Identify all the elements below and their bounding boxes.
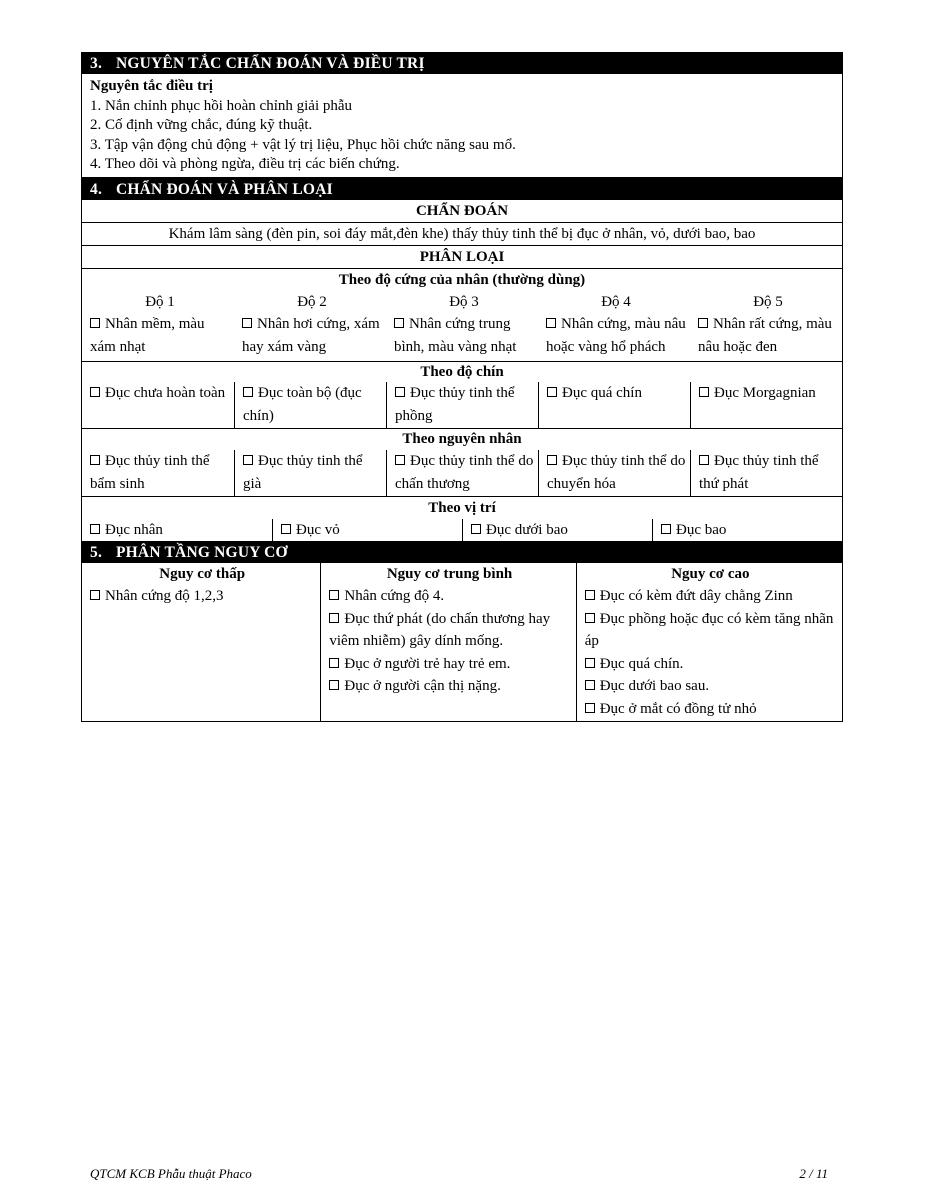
level-label: Độ 2 [297, 293, 327, 310]
principle-item: 2. Cố định vững chắc, đúng kỹ thuật. [90, 117, 313, 133]
option-label: Đục chưa hoàn toàn [105, 384, 226, 401]
hardness-option[interactable] [386, 313, 538, 359]
risk-option[interactable] [585, 585, 836, 608]
checkbox[interactable] [699, 455, 709, 465]
risk-option[interactable] [329, 675, 569, 698]
option-label: Nhân hơi cứng, xám hay xám vàng [242, 315, 380, 355]
option-label: Đục thủy tinh thể do chấn thương [395, 452, 534, 492]
option-label: Đục phồng hoặc đục có kèm tăng nhãn áp [584, 610, 834, 650]
checkbox[interactable] [329, 680, 339, 690]
checkbox[interactable] [585, 703, 595, 713]
option-label: Đục quá chín [562, 384, 642, 401]
page-footer [90, 1166, 828, 1182]
checkbox[interactable] [394, 318, 404, 328]
section-4-title: CHẨN ĐOÁN VÀ PHÂN LOẠI [116, 180, 333, 198]
option-label: Đục có kèm đứt dây chằng Zinn [599, 588, 793, 605]
risk-option[interactable] [329, 585, 569, 608]
level-label: Độ 5 [753, 293, 783, 310]
cause-option[interactable] [538, 450, 690, 496]
hardness-options [82, 313, 842, 361]
cause-option[interactable] [690, 450, 842, 496]
option-label: Đục dưới bao sau. [599, 678, 710, 695]
option-label: Đục nhân [105, 521, 163, 538]
checkbox[interactable] [329, 613, 339, 623]
section-3-body [81, 74, 843, 178]
option-label: Đục ở mắt có đồng tử nhỏ [599, 701, 757, 718]
diagnosis-text: Khám lâm sàng (đèn pin, soi đáy mắt,đèn khe) thấy thủy tinh thể bị đục ở nhân, vỏ, dưới bao, bao [82, 223, 842, 246]
option-label: Đục ở người trẻ hay trẻ em. [344, 655, 511, 672]
maturity-options [82, 382, 842, 428]
section-5-number: 5. [90, 543, 103, 561]
maturity-option[interactable] [690, 382, 842, 428]
checkbox[interactable] [585, 680, 595, 690]
option-label: Đục bao [676, 521, 727, 538]
document-page [81, 52, 843, 722]
cause-options [82, 450, 842, 496]
medium-risk-column [320, 563, 575, 721]
option-label: Đục vỏ [296, 521, 340, 538]
location-option[interactable] [82, 519, 272, 541]
location-option[interactable] [652, 519, 842, 541]
option-label: Đục thủy tinh thể thứ phát [699, 452, 819, 492]
risk-option[interactable] [585, 653, 836, 676]
checkbox[interactable] [661, 524, 671, 534]
checkbox[interactable] [281, 524, 291, 534]
section-3-title: NGUYÊN TẮC CHẨN ĐOÁN VÀ ĐIỀU TRỊ [116, 55, 425, 72]
hardness-levels [82, 291, 842, 313]
checkbox[interactable] [243, 455, 253, 465]
location-title: Theo vị trí [428, 499, 496, 516]
option-label: Đục thủy tinh thể phồng [395, 384, 515, 424]
checkbox[interactable] [585, 590, 595, 600]
section-5-title: PHÂN TẦNG NGUY CƠ [116, 543, 288, 561]
checkbox[interactable] [90, 387, 100, 397]
checkbox[interactable] [329, 658, 339, 668]
option-label: Nhân cứng độ 4. [344, 588, 445, 605]
level-label: Độ 1 [145, 293, 175, 310]
hardness-title: Theo độ cứng của nhân (thường dùng) [338, 271, 586, 288]
checkbox[interactable] [90, 455, 100, 465]
checkbox[interactable] [90, 590, 100, 600]
risk-option[interactable] [329, 608, 569, 653]
section-3-header [81, 52, 843, 74]
maturity-group [82, 362, 842, 429]
option-label: Đục dưới bao [486, 521, 568, 538]
option-label: Đục thủy tinh thể do chuyển hóa [547, 452, 686, 492]
principle-item: 4. Theo dõi và phòng ngừa, điều trị các biến chứng. [90, 156, 400, 172]
checkbox[interactable] [90, 524, 100, 534]
checkbox[interactable] [698, 318, 708, 328]
option-label: Nhân mềm, màu xám nhạt [90, 315, 205, 355]
cause-option[interactable] [234, 450, 386, 496]
footer-document-name: QTCM KCB Phẫu thuật Phaco [90, 1166, 252, 1181]
treatment-principles-heading: Nguyên tắc điều trị [90, 78, 213, 94]
option-label: Đục ở người cận thị nặng. [344, 678, 501, 695]
cause-option[interactable] [386, 450, 538, 496]
checkbox[interactable] [585, 658, 595, 668]
option-label: Đục thủy tinh thể già [243, 452, 363, 492]
option-label: Nhân cứng, màu nâu hoặc vàng hổ phách [546, 315, 686, 355]
risk-option[interactable] [329, 653, 569, 676]
principle-item: 3. Tập vận động chủ động + vật lý trị liệu, Phục hồi chức năng sau mổ. [90, 136, 516, 153]
section-4-header [81, 178, 843, 200]
risk-stratification-table [81, 563, 843, 722]
cause-group [82, 429, 842, 497]
checkbox[interactable] [547, 455, 557, 465]
section-5-header [81, 541, 843, 563]
location-option[interactable] [462, 519, 652, 541]
option-label: Nhân cứng trung bình, màu vàng nhạt [394, 315, 517, 355]
checkbox[interactable] [699, 387, 709, 397]
risk-option[interactable] [585, 675, 836, 698]
footer-page-number: 2 / 11 [799, 1166, 828, 1181]
option-label: Đục Morgagnian [714, 384, 816, 401]
low-risk-column [82, 563, 320, 721]
option-label: Đục toàn bộ (đục chín) [243, 384, 362, 424]
hardness-group [82, 269, 842, 362]
high-risk-heading: Nguy cơ cao [671, 565, 750, 582]
level-label: Độ 3 [449, 293, 479, 310]
maturity-title: Theo độ chín [420, 363, 504, 380]
checkbox[interactable] [395, 387, 405, 397]
risk-option[interactable] [90, 585, 314, 608]
checkbox[interactable] [471, 524, 481, 534]
checkbox[interactable] [242, 318, 252, 328]
hardness-option[interactable] [234, 313, 386, 359]
hardness-option[interactable] [82, 313, 234, 359]
risk-option[interactable] [585, 698, 836, 721]
medium-risk-heading: Nguy cơ trung bình [386, 565, 513, 582]
low-risk-heading: Nguy cơ thấp [159, 565, 246, 582]
section-3-number: 3. [90, 55, 103, 72]
level-label: Độ 4 [601, 293, 631, 310]
section-4-number: 4. [90, 180, 103, 198]
location-group [82, 497, 842, 541]
maturity-option[interactable] [386, 382, 538, 428]
checkbox[interactable] [585, 613, 595, 623]
cause-option[interactable] [82, 450, 234, 496]
diagnosis-heading: CHẨN ĐOÁN [82, 200, 842, 223]
option-label: Nhân cứng độ 1,2,3 [105, 588, 224, 605]
classification-heading: PHÂN LOẠI [82, 246, 842, 269]
checkbox[interactable] [547, 387, 557, 397]
cause-title: Theo nguyên nhân [402, 430, 522, 447]
checkbox[interactable] [329, 590, 339, 600]
option-label: Đục thứ phát (do chấn thương hay viêm nhiễm) gây dính mống. [329, 610, 551, 650]
option-label: Đục thủy tinh thể bẩm sinh [90, 452, 210, 492]
location-options [82, 519, 842, 541]
checkbox[interactable] [90, 318, 100, 328]
checkbox[interactable] [546, 318, 556, 328]
option-label: Đục quá chín. [599, 655, 684, 672]
hardness-option[interactable] [690, 313, 842, 359]
maturity-option[interactable] [538, 382, 690, 428]
checkbox[interactable] [243, 387, 253, 397]
high-risk-column [576, 563, 842, 721]
checkbox[interactable] [395, 455, 405, 465]
maturity-option[interactable] [234, 382, 386, 428]
maturity-option[interactable] [82, 382, 234, 428]
hardness-option[interactable] [538, 313, 690, 359]
option-label: Nhân rất cứng, màu nâu hoặc đen [698, 315, 832, 355]
section-4-body [81, 200, 843, 541]
location-option[interactable] [272, 519, 462, 541]
risk-option[interactable] [585, 608, 836, 653]
principle-item: 1. Nắn chỉnh phục hồi hoàn chỉnh giải phẫu [90, 97, 353, 114]
